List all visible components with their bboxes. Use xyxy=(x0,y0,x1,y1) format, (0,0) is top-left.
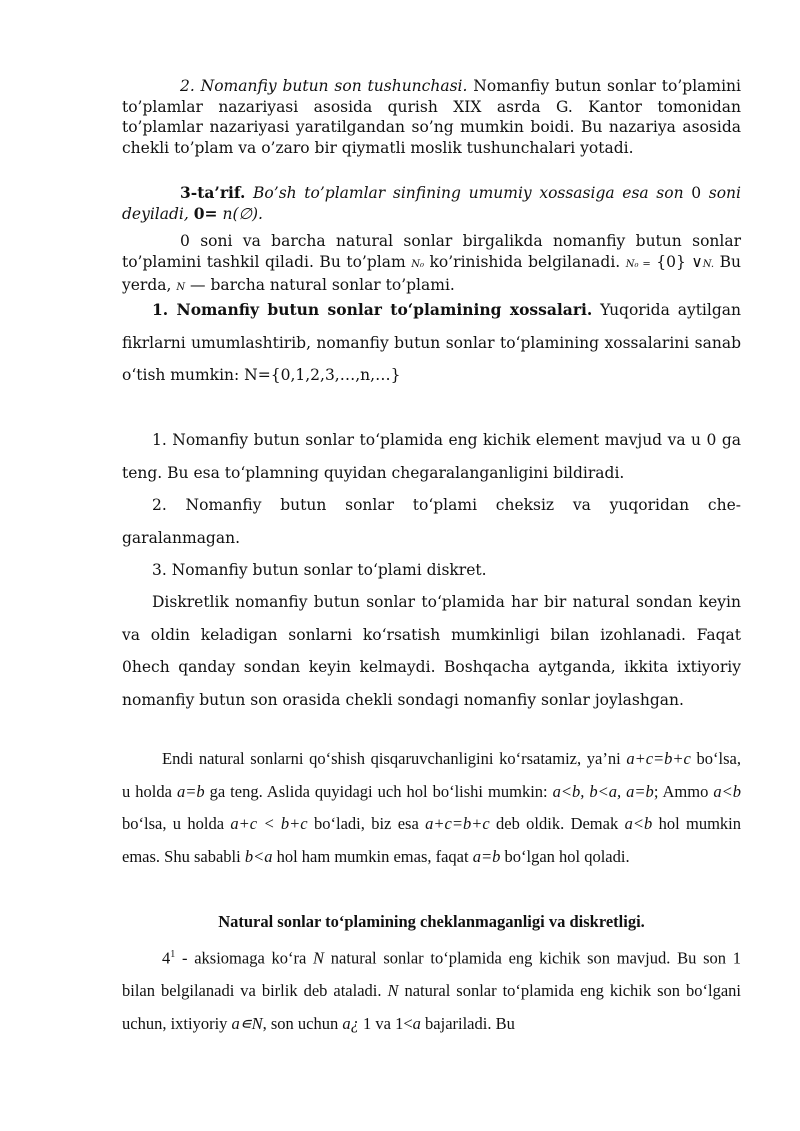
text: - aksiomaga ko‘ra xyxy=(175,948,314,968)
list-item: 1. Nomanfiy butun sonlar to‘plamida eng kichik element mavjud va u 0 ga teng. Bu esa to‘plamning quyidan chegaralanganligini bildiradi. xyxy=(122,431,741,482)
formula: a<b xyxy=(713,781,741,801)
subsection-heading: 2. Nomanfiy butun son tushunchasi. xyxy=(180,77,468,95)
formula: a∊N xyxy=(231,1013,263,1033)
formula: N xyxy=(387,981,399,1001)
properties-heading: 1. Nomanfiy butun sonlar to‘plamining xossalari. xyxy=(152,300,593,319)
axiom-paragraph xyxy=(122,939,741,1040)
list-item: 2. Nomanfiy butun sonlar to‘plami cheksiz va yuqoridan che-garalanmagan. xyxy=(122,496,741,547)
section-title: Natural sonlar to‘plamining cheklanmaganligi va diskretligi. xyxy=(218,912,645,931)
n0-text-5: — barcha natural sonlar to’plami. xyxy=(185,276,455,294)
text: bajariladi. Bu xyxy=(420,1013,515,1033)
n0-text-3: {0} ∨ xyxy=(650,252,703,271)
formula: a+c=b+c xyxy=(626,749,691,768)
axiom-number: 4 xyxy=(162,948,171,968)
cancellation-paragraph xyxy=(122,743,741,873)
n-symbol: N. xyxy=(702,258,715,270)
definition-label: 3-ta’rif. xyxy=(180,183,246,202)
formula: b<a xyxy=(244,846,273,866)
properties-text: Yuqorida aytilgan fikrlarni umumlashtirib, nomanfiy butun sonlar to‘plamining xossalarini sanab o‘tish mumkin: N={0,1,2,3,…,n,…} xyxy=(122,301,741,384)
formula-zero: 0= xyxy=(193,203,218,223)
text: natural sonlar to‘plamida eng kichik son bo‘lgani uchun, ixtiyoriy xyxy=(122,981,742,1033)
text: bo‘lsa, u holda xyxy=(122,814,231,834)
formula: a<b, b<a, a=b xyxy=(552,781,654,801)
text: bo‘lsa, u holda xyxy=(122,749,741,801)
text: , son uchun xyxy=(262,1013,343,1033)
paragraph-intro xyxy=(122,76,741,158)
n0-text-2: ko’rinishida belgilanadi. xyxy=(423,252,626,271)
n-symbol-2: N xyxy=(176,282,186,293)
diskret-paragraph: Diskretlik nomanfiy butun sonlar to‘plamida har bir natural sondan keyin va oldin keladigan sonlarni ko‘rsatish mumkinligi bilan izohlanadi. Faqat 0hech qanday sondan keyin kelmaydi. Boshqacha aytganda, ikkita ixtiyoriy nomanfiy butun son orasida chekli sondagi nomanfiy sonlar joylashgan. xyxy=(122,593,741,709)
formula-rest: n(∅). xyxy=(217,204,263,223)
text: hol mumkin emas. Shu sababli xyxy=(122,814,741,866)
text: hol ham mumkin emas, faqat xyxy=(272,846,473,866)
text: Endi natural sonlarni qo‘shish qisqaruvchanligini ko‘rsatamiz, ya’ni xyxy=(162,749,627,768)
n0-text-1: 0 soni va barcha natural sonlar birgalikda nomanfiy butun sonlar to’plamini tashkil qiladi. Bu to’plam xyxy=(122,232,741,271)
text: bo‘lgan hol qoladi. xyxy=(500,846,630,866)
text: natural sonlar to‘plamida eng kichik son mavjud. Bu son 1 bilan belgilanadi va birlik deb ataladi. xyxy=(122,948,741,1001)
formula: a+c=b+c xyxy=(425,814,490,834)
text: 1 va 1< xyxy=(358,1013,413,1033)
definition-zero: 0 xyxy=(691,184,702,202)
n0-symbol: N₀ xyxy=(411,258,424,270)
text: ga teng. Aslida quyidagi uch hol bo‘lishi mumkin: xyxy=(204,781,553,801)
definition-text: Bo’sh to’plamlar sinfining umumiy xossasiga esa son xyxy=(245,184,692,202)
formula: a xyxy=(412,1013,421,1033)
axiom-superscript: 1 xyxy=(170,949,176,960)
formula: a<b xyxy=(624,814,653,834)
n0-symbol-eq: N₀ = xyxy=(625,258,651,270)
formula: a=b xyxy=(472,846,501,866)
text: bo‘ladi, biz esa xyxy=(307,814,426,834)
formula: a=b xyxy=(176,781,205,801)
formula: N xyxy=(313,948,325,968)
definition-text-2: soni deyiladi, xyxy=(122,184,741,223)
definition-paragraph xyxy=(122,183,741,224)
paragraph-n0 xyxy=(122,231,741,299)
formula: a¿ xyxy=(342,1013,359,1033)
n0-text-4: Bu yerda, xyxy=(122,252,741,294)
text: ; Ammo xyxy=(653,781,714,801)
text: deb oldik. Demak xyxy=(489,814,625,834)
intro-text: Nomanfiy butun sonlar to’plamini to’plamlar nazariyasi asosida qurish XIX asrda G. Kantor tomonidan to’plamlar nazariyasi yaratilgandan so’ng mumkin boidi. Bu nazariya asosida chekli to’plam va o’zaro bir qiymatli moslik tushunchalari yotadi. xyxy=(122,77,741,157)
properties-paragraph xyxy=(122,294,741,392)
list-item: 3. Nomanfiy butun sonlar to‘plami diskret. xyxy=(152,561,487,579)
formula: a+c < b+c xyxy=(230,814,308,834)
